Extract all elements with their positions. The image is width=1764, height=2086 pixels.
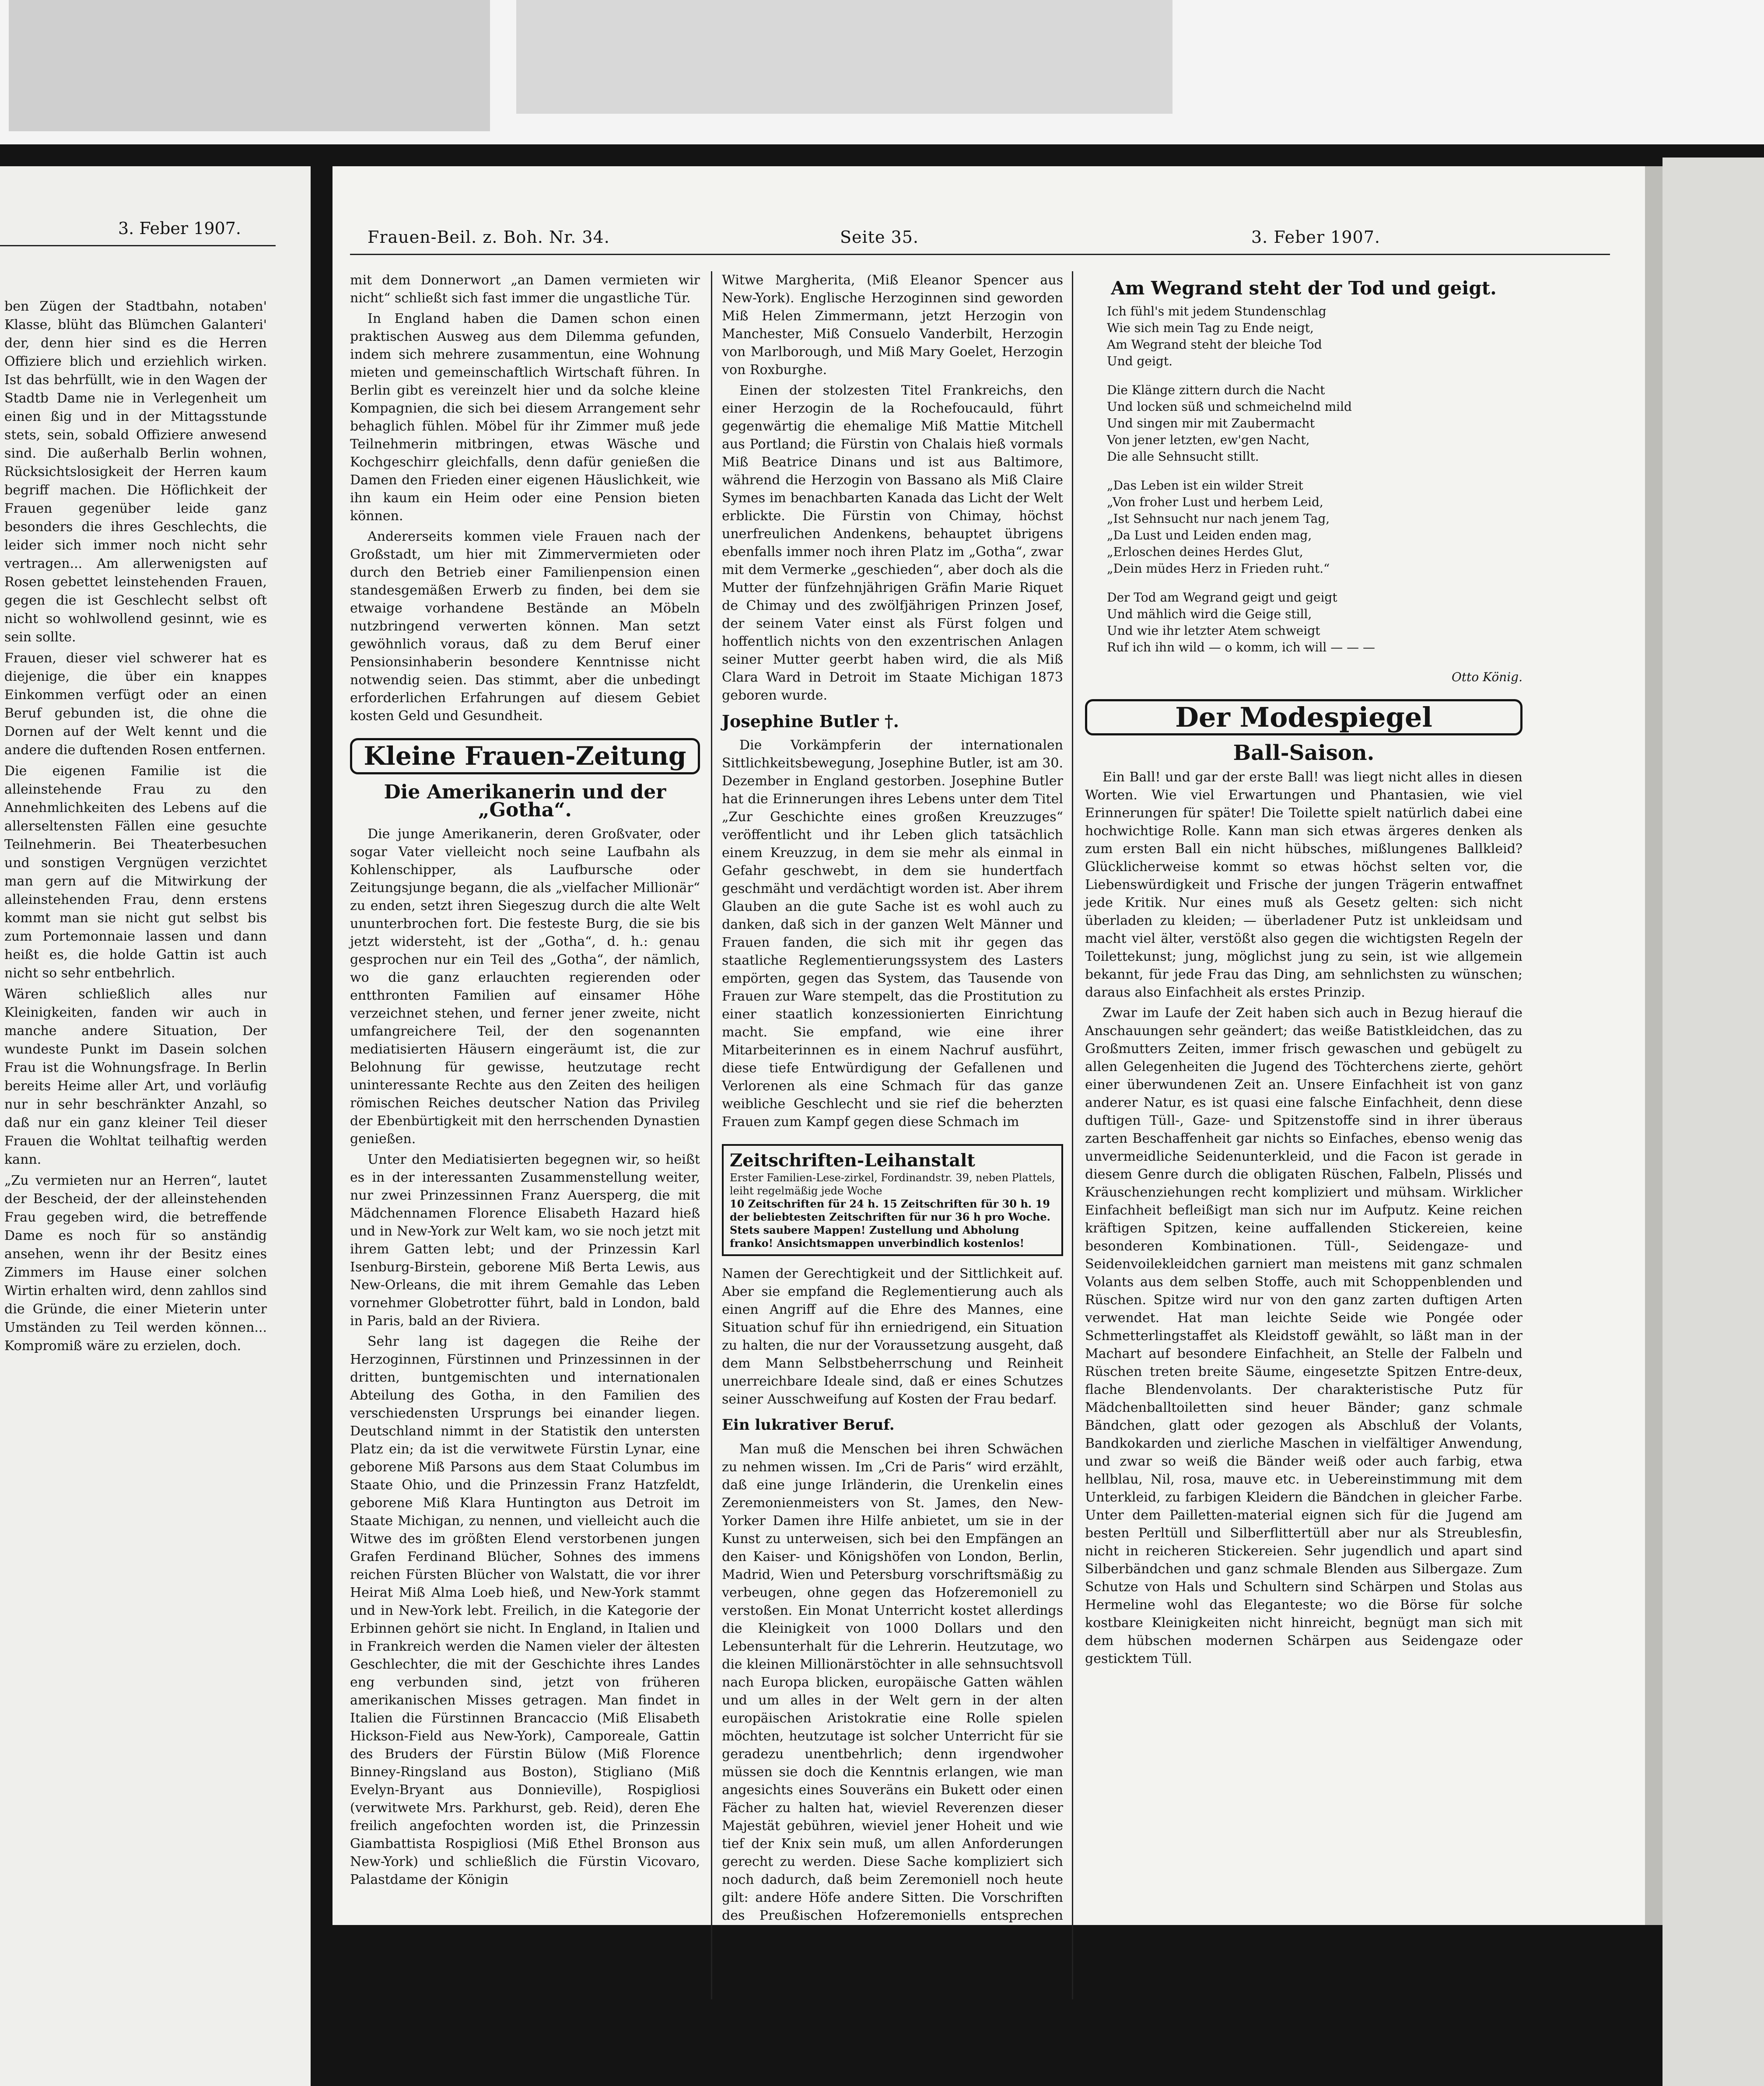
column-1 bbox=[350, 271, 700, 1891]
page-header-publication: Frauen-Beil. z. Boh. Nr. 34. bbox=[368, 228, 610, 247]
header-rule bbox=[0, 245, 276, 246]
paragraph: Man muß die Menschen bei ihren Schwächen zu nehmen wissen. Im „Cri de Paris“ wird erzählt, daß eine junge Irländerin, die Urenkelin eines Zeremonienmeisters von St. James, den New-Yorker Damen ihre Hilfe anbietet, um sie in der Kunst zu unterweisen, sich bei den Empfängen an den Kaiser- und Königshöfen von London, Berlin, Madrid, Wien und Petersburg vorschriftsmäßig zu verbeugen, ohne gegen das Hofzeremoniell zu verstoßen. Ein Monat Unterricht kostet allerdings die Kleinigkeit von 1000 Dollars und den Lebensunterhalt für die Lehrerin. Heutzutage, wo die kleinen Millionärstöchter in alle sehnsuchtsvoll nach Europa blicken, europäische Gatten wählen und um alles in der Welt gern in der alten europäischen Aristokratie eine Rolle spielen möchten, heutzutage ist solcher Unterricht für sie geradezu unentbehrlich; denn irgendwoher müssen sie doch die Kenntnis erlangen, wie man angesichts eines Souveräns ein Bukett oder einen Fächer zu halten hat, wieviel Reverenzen dieser Majestät gebühren, wieviel jener Hoheit und wie tief der Knix sein muß, um allen Anforderungen gerecht zu werden. Diese Sache kompliziert sich noch dadurch, daß beim Zeremoniell noch heute gilt: andere Höfe andere Sitten. Die Vorschriften des Preußischen Hofzeremoniells entsprechen nicht den rumänischen Hofgesetzen, die holländischen nicht den russischen und diese wiederum nicht den österreichischen. Eine ganze Wissenschaft harrt hier der Schülerin; aber welche Erbin aus Uncle Sams Land wird heute davor zurückschrecken? bbox=[722, 1442, 1063, 2031]
poem-line: Und locken süß und schmeichelnd mild bbox=[1107, 399, 1352, 414]
poem-line: Die Klänge zittern durch die Nacht bbox=[1107, 383, 1325, 397]
poem-line: „Erloschen deines Herdes Glut, bbox=[1107, 545, 1303, 559]
poem-title: Am Wegrand steht der Tod und geigt. bbox=[1111, 277, 1497, 299]
poem-line: „Ist Sehnsucht nur nach jenem Tag, bbox=[1107, 511, 1330, 526]
poem-line: Und singen mir mit Zaubermacht bbox=[1107, 416, 1315, 430]
article-title: Ball-Saison. bbox=[1233, 741, 1375, 765]
poem-line: Wie sich mein Tag zu Ende neigt, bbox=[1107, 321, 1314, 335]
paragraph: Die junge Amerikanerin, deren Großvater, oder sogar Vater vielleicht noch seine Laufbahn als Kohlenschipper, als Laufbursche oder Zeitungsjunge begann, die als „vielfacher Millionär“ zu enden, setzt ihren Siegeszug durch die alte Welt ununterbrochen fort. Die festeste Burg, die sie bis jetzt widersteht, ist der „Gotha“, d. h.: genau gesprochen nur ein Teil des „Gotha“, der nämlich, wo die ganz erlauchten regierenden oder entthronten Familien auf einsamer Höhe verzeichnet stehen, und ferner jener zweite, nicht umfangreichere Teil, der den sogenannten mediatisierten Häusern eingeräumt ist, die zur Belohnung für gewisse, heutzutage recht uninteressante Rechte aus den Zeiten des heiligen römischen Reiches deutscher Nation das Privileg der Ebenbürtigkeit mit den herrschenden Dynastien genießen. bbox=[350, 826, 700, 1147]
poem-line: Am Wegrand steht der bleiche Tod bbox=[1107, 337, 1322, 352]
paragraph: Frauen, dieser viel schwerer hat es diejenige, die über ein knappes Einkommen verfügt oder an einen Beruf gebunden ist, die ohne die Dornen auf der Welt kennt und die andere die duftenden Rosen entfernen. bbox=[4, 651, 267, 758]
paragraph: Wären schließlich alles nur Kleinigkeiten, fanden wir auch in manche andere Situation, Der wundeste Punkt im Dasein solchen Frau ist die Wohnungsfrage. In Berlin bereits Heime aller Art, und vorläufig nur in sehr beschränkter Anzahl, so daß nur ein ganz kleiner Teil dieser Frauen die Wohltat teilhaftig werden kann. bbox=[4, 987, 267, 1167]
section-banner-modespiegel: Der Modespiegel bbox=[1085, 699, 1522, 735]
poem-line: Ich fühl's mit jedem Stundenschlag bbox=[1107, 304, 1326, 318]
article-title: Die Amerikanerin und der „Gotha“. bbox=[384, 781, 666, 821]
poem-line: Die alle Sehnsucht stillt. bbox=[1107, 449, 1259, 464]
page-header-page-number: Seite 35. bbox=[840, 228, 919, 247]
poem-line: „Dein müdes Herz in Frieden ruht.“ bbox=[1107, 561, 1330, 576]
poem-author: Otto König. bbox=[1451, 670, 1522, 684]
left-page-column bbox=[4, 298, 267, 1358]
paragraph: „Zu vermieten nur an Herren“, lautet der Bescheid, der der alleinstehenden Frau gegeben wird, die betreffende Dame es noch für so anständig ansehen, wenn ihr der Besitz eines Zimmers im Hause einer solchen Wirtin erhalten wird, denn zahllos sind die Gründe, die einer Mieterin unter Umständen zu Teil werden können... Kompromiß wäre zu erzielen, doch. bbox=[4, 1173, 267, 1354]
poem-line: Und mählich wird die Geige still, bbox=[1107, 607, 1312, 621]
poem-stanza bbox=[1107, 589, 1522, 656]
poem-line: „Das Leben ist ein wilder Streit bbox=[1107, 478, 1303, 493]
column-2 bbox=[722, 271, 1063, 2068]
paragraph: Sehr lang ist dagegen die Reihe der Herzoginnen, Fürstinnen und Prinzessinnen in der dritten, buntgemischten und internationalen Abteilung des Gotha, in den Familien des verschiedensten Ursprungs bei einander liegen. Deutschland nimmt in der Statistik den untersten Platz ein; da ist die verwitwete Fürstin Lynar, eine geborene Miß Parsons aus dem Staat Columbus im Staate Ohio, und die Prinzessin Franz Hatzfeldt, geborene Miß Klara Huntington aus Detroit im Staate Michigan, zu nennen, und vielleicht auch die Witwe des im größten Elend verstorbenen jungen Grafen Ferdinand Blücher, Sohnes des immens reichen Fürsten Blücher von Walstatt, die vor ihrer Heirat Miß Alma Loeb hieß, und New-York stammt und in New-York lebt. Freilich, in die Kategorie der Erbinnen gehört sie nicht. In England, in Italien und in Frankreich werden die Namen vieler der ältesten Geschlechter, die mit der Geschichte ihres Landes eng verbunden sind, jetzt von früheren amerikanischen Misses getragen. Man findet in Italien die Fürstinnen Brancaccio (Miß Elisabeth Hickson-Field aus New-York), Camporeale, Gattin des Bruders der Fürstin Bülow (Miß Florence Binney-Ringsland aus Boston), Stigliano (Miß Evelyn-Bryant aus Donnieville), Rospigliosi (verwitwete Mrs. Parkhurst, geb. Reid), deren Ehe freilich angefochten worden ist, die Prinzessin Giambattista Rospigliosi (Miß Ethel Bronson aus New-York) und schließlich die Fürstin Vicovaro, Palastdame der Königin bbox=[350, 1334, 700, 1887]
ornament-divider: ⁓⁓⁓⁓⁓ bbox=[849, 2040, 936, 2060]
ad-subtitle: Erster Familien-Lese-zirkel, Fordinandstr. 39, neben Plattels, leiht regelmäßig jede Woche bbox=[730, 1172, 1055, 1197]
film-artifact bbox=[516, 0, 1172, 114]
poem-line: Von jener letzten, ew'gen Nacht, bbox=[1107, 433, 1310, 447]
film-artifact bbox=[9, 0, 490, 131]
poem-line: „Da Lust und Leiden enden mag, bbox=[1107, 528, 1312, 542]
article-title: Josephine Butler †. bbox=[722, 711, 899, 731]
page-header-date: 3. Feber 1907. bbox=[1251, 228, 1380, 247]
poem-stanza bbox=[1107, 303, 1522, 370]
poem-line: Der Tod am Wegrand geigt und geigt bbox=[1107, 590, 1337, 605]
paragraph: Einen der stolzesten Titel Frankreichs, den einer Herzogin de la Rochefoucauld, führt gegenwärtig die ehemalige Miß Mattie Mitchell aus Portland; die Fürstin von Chalais hieß vormals Miß Beatrice Dinans und ist aus Baltimore, während die Herzogin von Bassano als Miß Claire Symes im benachbarten Kanada das Licht der Welt erblickte. Die Fürstin von Chimay, höchst unerfreulichen Andenkens, behauptet übrigens ebenfalls immer noch ihren Platz im „Gotha“, zwar mit dem Vermerke „geschieden“, aber doch als die Mutter der fünfzehnjährigen Gräfin Marie Riquet de Chimay und des zwölfjährigen Prinzen Josef, der seinem Vater einst als Fürst folgen und hoffentlich nichts von den exzentrischen Anlagen seiner Mutter geerbt haben wird, die als Miß Clara Ward in Detroit im Staate Michigan 1873 geboren wurde. bbox=[722, 383, 1063, 703]
paragraph: Unter den Mediatisierten begegnen wir, so heißt es in der interessanten Zusammenstellung weiter, nur zwei Prinzessinnen Franz Auersperg, die mit Mädchennamen Florence Elisabeth Hazard hieß und in New-York zur Welt kam, wo sie noch jetzt mit ihrem Gatten lebt; und der Prinzessin Karl Isenburg-Birstein, geborene Miß Berta Lewis, aus New-Orleans, die mit ihrem Gemahle das Leben vornehmer Globetrotter führt, bald in London, bald in Paris, bald an der Riviera. bbox=[350, 1152, 700, 1329]
paragraph: Die Vorkämpferin der internationalen Sittlichkeitsbewegung, Josephine Butler, ist am 30. Dezember in England gestorben. Josephine Butler hat die Erinnerungen ihres Lebens unter dem Titel „Zur Geschichte eines großen Kreuzzuges“ veröffentlicht und ihr Leben glich tatsächlich einem Kreuzzug, in dem sie mehr als einmal in Gefahr geschwebt, in dem sie hundertfach geschmäht und verdächtigt worden ist. Aber ihrem Glauben an die gute Sache ist es wohl auch zu danken, daß sich in der ganzen Welt Männer und Frauen fanden, die sich mit ihr gegen das staatliche Reglementierungssystem des Lasters empörten, gegen das System, das Tausende von Frauen zur Ware stempelt, das die Prostitution zu einer staatlich konzessionierten Einrichtung macht. Sie empfand, wie eine ihrer Mitarbeiterinnen es in einem Nachruf ausführt, diese tiefe Entwürdigung der Gefallenen und Verlorenen als eine Schmach für das ganze weibliche Geschlecht und sie rief die beherzten Frauen zum Kampf gegen diese Schmach im bbox=[722, 738, 1063, 1130]
header-rule bbox=[350, 254, 1610, 255]
poem bbox=[1085, 303, 1522, 656]
paragraph: Zwar im Laufe der Zeit haben sich auch in Bezug hierauf die Anschauungen sehr geändert; das weiße Batistkleidchen, das zu Großmutters Zeiten, immer frisch gewaschen und gebügelt zu allen Gelegenheiten die Jugend des Töchterchens zierte, gehört einer überwundenen Zeit an. Unsere Einfachheit ist von ganz anderer Natur, es ist quasi eine falsche Einfachheit, denn diese duftigen Tüll-, Gaze- und Spitzenstoffe sind in ihrer überaus zarten Beschaffenheit gar nichts so Einfaches, ebenso wenig das unvermeidliche Seidenunterkleid, und die Facon ist gerade in diesem Genre durch die obligaten Rüschen, Falbeln, Plissés und Kräuschenziehungen recht kompliziert und mühsam. Wirklicher Einfachheit befleißigt man sich nur im Aufputz. Keine reichen kräftigen Spitzen, keine auffallenden Stickereien, keine besonderen Kombinationen. Tüll-, Seidengaze- und Seidenvoilekleidchen garniert man meistens mit ganz schmalen Volants aus dem selben Stoffe, auch mit Schoppenblenden und Rüschen. Spitze wird nur von den ganz zarten duftigen Arten verwendet. Hat man leichte Seide wie Pongée oder Schmetterlingstaffet als Kleidstoff gewählt, so läßt man in der Machart auf besondere Einfachheit, an Stelle der Falbeln und Rüschen treten breite Säume, eingesetzte Spitzen Entre-deux, flache Blendenvolants. Der charakteristische Putz für Mädchenballtoiletten sind heuer Bänder; ganz schmale Bändchen, glatt oder gezogen als Abschluß der Volants, Bandkokarden und zierliche Maschen in vielfältiger Anwendung, und zwar so weiß die Bänder weiß oder auch farbig, etwa hellblau, Nil, rosa, mauve etc. in Uebereinstimmung mit dem Unterkleid, zu farbigen Kleidern die Bändchen in gleicher Farbe. Unter dem Pailletten-material eignen sich für die Jugend am besten Perltüll und Silberflittertüll aber nur als Streublesfin, nicht in reicheren Stickereien. Sehr jugendlich und apart sind Silberbändchen und ganz schmale Blenden aus Silbergaze. Zum Schutze von Hals und Schultern sind Schärpen und Stolas aus Hermeline wohl das Eleganteste; wo die Börse für solche kostbare Kleinigkeiten nicht hinreicht, begnügt man sich mit dem hübschen modernen Schärpen aus Seidengaze oder gesticktem Tüll. bbox=[1085, 1005, 1522, 1666]
poem-stanza bbox=[1107, 382, 1522, 465]
paragraph: Ein Ball! und gar der erste Ball! was liegt nicht alles in diesen Worten. Wie viel Erwartungen und Phantasien, wie viel Erinnerungen für später! Die Toilette spielt natürlich dabei eine hochwichtige Rolle. Kann man sich etwas ärgeres denken als zum ersten Ball ein nicht hübsches, mißlungenes Ballkleid? Glücklicherweise kommt so etwas höchst selten vor, die Liebenswürdigkeit und Frische der jungen Trägerin entwaffnet jede Kritik. Nur eines muß als Gesetz gelten: sich nicht überladen zu kleiden; — überladener Putz ist unkleidsam und macht viel älter, verstößt also gegen die wichtigsten Regeln der Toilettekunst; jung, möglichst jung zu sein, ist wie allgemein bekannt, für jede Frau das Ding, am sehnlichsten zu wünschen; daraus also Einfachheit als erstes Prinzip. bbox=[1085, 770, 1522, 1000]
article-title: Ein lukrativer Beruf. bbox=[722, 1416, 895, 1434]
poem-line: Und wie ihr letzter Atem schweigt bbox=[1107, 623, 1320, 638]
ad-title: Zeitschriften-Leihanstalt bbox=[730, 1150, 975, 1171]
paragraph: Namen der Gerechtigkeit und der Sittlichkeit auf. Aber sie empfand die Reglementierung auch als einen Angriff auf die Ehre des Mannes, eine Situation schuf für ihn erniedrigend, ein Situation zu halten, die nur der Voraussetzung ausgeht, daß dem Mann Selbstbeherrschung und Reinheit unerreichbare Ideale sind, daß er eines Schutzes seiner Ausschweifung auf Kosten der Frau bedarf. bbox=[722, 1266, 1063, 1407]
poem-line: Ruf ich ihn wild — o komm, ich will — — — bbox=[1107, 640, 1376, 654]
column-rule bbox=[711, 271, 712, 1999]
left-page bbox=[0, 166, 311, 2086]
advertisement-box bbox=[722, 1144, 1063, 1256]
paragraph: In England haben die Damen schon einen praktischen Ausweg aus dem Dilemma gefunden, indem sich mehrere zusammentun, eine Wohnung mieten und gemeinschaftlich Wirtschaft führen. In Berlin gibt es vereinzelt hier und da solche kleine Kompagnien, die sich bei diesem Arrangement sehr behaglich fühlen. Möbel für ihr Zimmer muß jede Teilnehmerin mitbringen, etwas Wäsche und Kochgeschirr gleichfalls, denn dafür genießen die Damen den Frieden einer eigenen Häuslichkeit, wie ihn kaum ein Heim oder eine Pension bieten können. bbox=[350, 311, 700, 524]
ad-body: 10 Zeitschriften für 24 h. 15 Zeitschriften für 30 h. 19 der beliebtesten Zeitschriften für nur 36 h pro Woche. Stets saubere Mappen! Zustellung und Abholung franko! Ansichtsmappen unverbindlich kostenlos! bbox=[730, 1197, 1050, 1250]
paragraph: Witwe Margherita, (Miß Eleanor Spencer aus New-York). Englische Herzoginnen sind geworden Miß Helen Zimmermann, jetzt Herzogin von Manchester, Miß Consuelo Vanderbilt, Herzogin von Marlborough, und Miß Mary Goelet, Herzogin von Roxburghe. bbox=[722, 273, 1063, 378]
paragraph: ben Zügen der Stadtbahn, notaben' Klasse, blüht das Blümchen Galanteri' der, denn hier sind es die Herren Offiziere blich und erziehlich wirken. Ist das behrfüllt, wie in den Wagen der Stadtb Dame nie in Verlegenheit um einen ßig und in der Mittagsstunde stets, sein, sobald Offiziere anwesend sind. Die außerhalb Berlin wohnen, Rücksichtslosigkeit der Herren kaum begriff machen. Die Höflichkeit der Frauen gegenüber leide ganz besonders die ihres Geschlechts, die leider sich immer noch nicht sehr vertragen... Am allerwenigsten auf Rosen gebettet leinstehenden Frauen, gegen die ist Geschlecht selbst oft nicht so wohlwollend gesinnt, wie es sein sollte. bbox=[4, 299, 267, 645]
poem-line: Und geigt. bbox=[1107, 354, 1172, 368]
right-page bbox=[332, 166, 1662, 2060]
column-rule bbox=[1072, 271, 1073, 1999]
poem-line: „Von froher Lust und herbem Leid, bbox=[1107, 495, 1323, 509]
left-page-header-date: 3. Feber 1907. bbox=[118, 219, 241, 238]
paragraph: Die eigenen Familie ist die alleinstehende Frau zu den Annehmlichkeiten des Lebens auf die allerseltensten Fällen eine gesuchte Teilnehmerin. Bei Theaterbesuchen und sonstigen Vergnügen verzichtet man gern auf die Mitwirkung der alleinstehenden Frau, denn erstens kommt man sie nicht gut selbst bis zum Portemonnaie lassen und dann heißt es, die holde Gattin ist auch nicht so sehr entbehrlich. bbox=[4, 763, 267, 981]
page-edge-shadow bbox=[1645, 166, 1662, 1925]
paragraph: Andererseits kommen viele Frauen nach der Großstadt, um hier mit Zimmervermieten oder durch den Betrieb einer Familienpension einen standesgemäßen Erwerb zu finden, bei dem sie etwaige vorhandene Bestände an Möbeln nutzbringend verwerten können. Man setzt gewöhnlich voraus, daß zu dem Beruf einer Pensionsinhaberin besondere Kenntnisse nicht notwendig seien. Das stimmt, aber die unbedingt erforderlichen Erfahrungen auf diesem Gebiet kosten Geld und Gesundheit. bbox=[350, 529, 700, 724]
column-3 bbox=[1085, 271, 1522, 1670]
film-border-right bbox=[1662, 158, 1764, 2086]
poem-stanza bbox=[1107, 477, 1522, 577]
section-banner-kleine-frauen-zeitung: Kleine Frauen-Zeitung bbox=[350, 738, 700, 774]
paragraph: mit dem Donnerwort „an Damen vermieten wir nicht“ schließt sich fast immer die ungastliche Tür. bbox=[350, 273, 700, 306]
